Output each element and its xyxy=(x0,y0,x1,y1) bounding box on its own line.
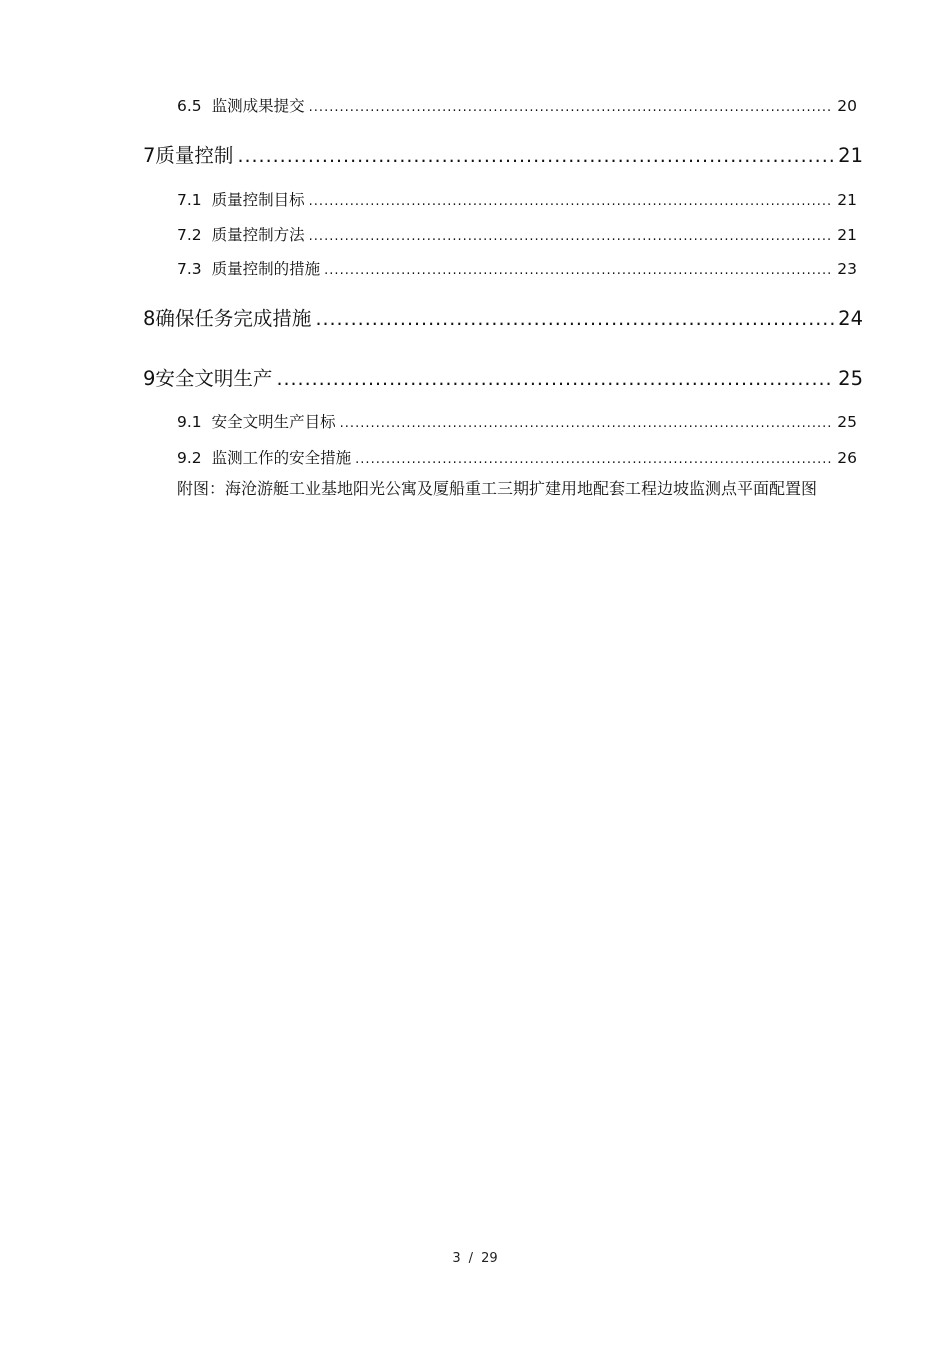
toc-entry-title: 安全文明生产 xyxy=(155,367,273,390)
toc-entry-7-3[interactable] xyxy=(177,257,857,279)
toc-entry-7[interactable] xyxy=(143,140,863,168)
toc-entry-title: 质量控制方法 xyxy=(211,226,305,244)
toc-entry-7-1[interactable] xyxy=(177,188,857,210)
toc-entry-number: 7.1 xyxy=(177,191,202,209)
toc-entry-8[interactable] xyxy=(143,303,863,331)
total-page-count: 29 xyxy=(481,1251,498,1266)
toc-entry-title: 监测工作的安全措施 xyxy=(211,449,352,467)
toc-entry-page: 24 xyxy=(838,307,863,330)
toc-entry-page: 23 xyxy=(837,260,857,278)
toc-entry-9-1[interactable] xyxy=(177,410,857,432)
toc-entry-title: 监测成果提交 xyxy=(211,97,305,115)
toc-entry-title: 确保任务完成措施 xyxy=(155,307,312,330)
toc-entry-number: 7.2 xyxy=(177,226,202,244)
toc-dot-leader xyxy=(309,194,834,209)
toc-entry-page: 25 xyxy=(837,413,857,431)
toc-entry-6-5[interactable] xyxy=(177,94,857,116)
toc-dot-leader xyxy=(237,145,834,167)
toc-entry-9[interactable] xyxy=(143,363,863,391)
toc-dot-leader xyxy=(340,416,834,431)
toc-dot-leader xyxy=(276,368,834,390)
toc-entry-title: 质量控制目标 xyxy=(211,191,305,209)
toc-entry-number: 9.2 xyxy=(177,449,202,467)
toc-dot-leader xyxy=(324,263,833,278)
toc-dot-leader xyxy=(309,100,834,115)
toc-entry-page: 21 xyxy=(838,144,863,167)
toc-entry-9-2[interactable] xyxy=(177,446,857,468)
toc-dot-leader xyxy=(315,308,834,330)
page-footer xyxy=(0,1251,950,1266)
current-page-number: 3 xyxy=(452,1251,461,1266)
toc-entry-page: 21 xyxy=(837,226,857,244)
toc-dot-leader xyxy=(309,229,834,244)
toc-entry-7-2[interactable] xyxy=(177,223,857,245)
toc-dot-leader xyxy=(355,452,833,467)
toc-entry-page: 21 xyxy=(837,191,857,209)
toc-appendix-entry[interactable]: 附图：海沧游艇工业基地阳光公寓及厦船重工三期扩建用地配套工程边坡监测点平面配置图 xyxy=(177,479,818,498)
toc-entry-number: 8 xyxy=(143,307,156,330)
toc-entry-number: 7.3 xyxy=(177,260,202,278)
toc-entry-number: 7 xyxy=(143,144,156,167)
toc-entry-page: 20 xyxy=(837,97,857,115)
toc-entry-number: 6.5 xyxy=(177,97,202,115)
toc-entry-number: 9.1 xyxy=(177,413,202,431)
page-separator: / xyxy=(468,1251,474,1266)
toc-entry-title: 质量控制 xyxy=(155,144,234,167)
toc-entry-page: 25 xyxy=(838,367,863,390)
toc-entry-title: 质量控制的措施 xyxy=(211,260,321,278)
toc-entry-number: 9 xyxy=(143,367,156,390)
toc-entry-page: 26 xyxy=(837,449,857,467)
toc-entry-title: 安全文明生产目标 xyxy=(211,413,336,431)
